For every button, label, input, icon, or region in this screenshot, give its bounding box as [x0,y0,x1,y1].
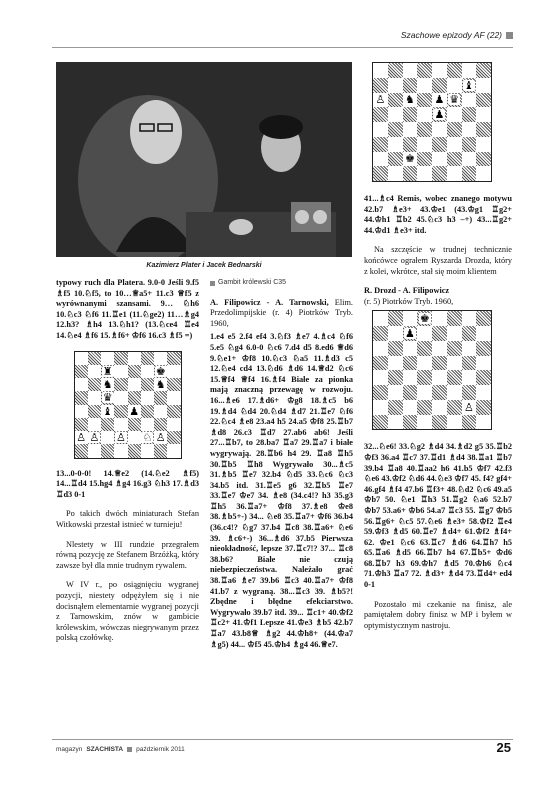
footer-square-icon [127,747,132,752]
chess-piece-icon: ♞ [404,93,415,107]
board-square [462,63,477,78]
chess-piece-icon: ♟ [404,326,415,340]
board-square [114,365,127,378]
board-square [476,78,491,93]
board-square [462,326,477,341]
board-square [476,370,491,385]
board-square [447,400,462,415]
board-square [167,352,180,365]
chess-piece-icon: ♚ [419,312,430,326]
board-square [462,385,477,400]
board-square [403,63,418,78]
board-square [403,311,418,326]
board-square [403,93,418,108]
board-square [167,391,180,404]
board-square [476,166,491,181]
board-square [432,166,447,181]
board-square [432,415,447,430]
board-square [101,418,114,431]
board-square [447,415,462,430]
board-square [417,326,432,341]
board-square [75,378,88,391]
board-square [432,326,447,341]
board-square [447,122,462,137]
board-square [462,107,477,122]
board-square [462,152,477,167]
header-title: Szachowe epizody AF (22) [400,30,502,40]
board-square [154,444,167,457]
board-square [373,137,388,152]
board-square [373,370,388,385]
board-square [447,326,462,341]
board-square [373,63,388,78]
board-square [462,415,477,430]
board-square [88,431,101,444]
board-square [417,415,432,430]
chess-diagram [74,351,182,459]
board-square [476,326,491,341]
text-paragraph: 13...0-0-0! 14.♕e2 (14.♘e2 ♗f5) 14...♖d4 15.hg4 ♗g4 16.g3 ♘h3 17.♗d3 ♖d3 0-1 [56,468,199,499]
board-square [403,385,418,400]
board-square [88,365,101,378]
board-square [462,341,477,356]
board-square [462,166,477,181]
board-square [141,378,154,391]
column-left [56,278,199,653]
board-square [154,391,167,404]
board-square [462,137,477,152]
board-square [403,152,418,167]
board-square [432,152,447,167]
chess-diagram [372,310,492,430]
board-square [101,352,114,365]
board-square [417,78,432,93]
board-square [388,137,403,152]
board-square [88,352,101,365]
footer-issue: październik 2011 [136,746,185,753]
board-square [432,137,447,152]
board-square [373,356,388,371]
running-header [401,30,513,40]
board-square [167,431,180,444]
chess-piece-icon: ♚ [155,364,166,378]
board-square [462,122,477,137]
text-paragraph: Nlestety w III rundzie przegrałem równą pozycję ze Stefanem Brzóżką, który zawsze był dla mnie trudnym rywalem. [56,539,199,570]
board-square [154,418,167,431]
board-square [476,107,491,122]
board-square [476,341,491,356]
board-square [154,431,167,444]
board-square [114,431,127,444]
board-square [388,370,403,385]
chess-piece-icon: ♟ [434,93,445,107]
board-square [101,378,114,391]
board-square [388,415,403,430]
board-square [403,78,418,93]
board-square [432,385,447,400]
board-square [373,166,388,181]
board-square [75,418,88,431]
board-square [388,311,403,326]
chess-piece-icon: ♙ [89,431,100,445]
board-square [417,166,432,181]
board-square [128,365,141,378]
board-square [388,341,403,356]
chess-piece-icon: ♛ [102,391,113,405]
board-square [101,391,114,404]
board-square [447,370,462,385]
board-square [432,78,447,93]
board-square [476,385,491,400]
chess-piece-icon: ♜ [102,364,113,378]
board-square [128,405,141,418]
chess-piece-icon: ♙ [76,431,87,445]
board-square [476,400,491,415]
chess-piece-icon: ♟ [434,108,445,122]
board-square [388,152,403,167]
board-square [114,405,127,418]
chess-piece-icon: ♙ [155,431,166,445]
board-square [417,93,432,108]
board-square [476,122,491,137]
footer [56,746,185,753]
board-square [388,166,403,181]
board-square [403,107,418,122]
text-paragraph: W IV r., po osiągnięciu wygranej pozycji, niestety odpężyłem się i nie docisnąłem elementarnie wygranej pozycji z Tarnowskim, znów w gambicie królewskim, wówczas niegrywanym przez polską czołówkę. [56,580,199,643]
board-square [88,378,101,391]
board-square [403,356,418,371]
board-square [373,152,388,167]
board-square [476,152,491,167]
board-square [417,400,432,415]
photo-illustration [56,62,352,257]
text-paragraph: Pozostało mi czekanie na finisz, ale pamiętałem dobry finisz w MP i byłem w optymistycznym nastroju. [364,599,512,630]
board-square [101,431,114,444]
board-square [167,405,180,418]
chess-piece-icon: ♙ [463,400,474,414]
board-square [373,93,388,108]
board-square [75,405,88,418]
board-square [417,122,432,137]
board-square [128,352,141,365]
board-square [432,370,447,385]
board-square [154,352,167,365]
board-square [141,391,154,404]
board-square [403,166,418,181]
board-square [154,405,167,418]
chess-piece-icon: ♝ [463,78,474,92]
board-square [114,444,127,457]
board-square [476,93,491,108]
chess-piece-icon: ♞ [155,378,166,392]
board-square [373,341,388,356]
column-middle [210,278,353,659]
board-square [447,137,462,152]
board-square [114,391,127,404]
board-square [88,405,101,418]
board-square [432,341,447,356]
board-square [403,137,418,152]
board-square [128,431,141,444]
board-square [114,352,127,365]
board-square [476,415,491,430]
board-square [154,365,167,378]
header-square-icon [506,32,513,39]
board-square [403,122,418,137]
board-square [114,378,127,391]
board-square [141,365,154,378]
board-square [167,378,180,391]
opening-name: Gambit królewski C35 [218,279,287,286]
footer-rule [52,739,513,740]
board-square [417,370,432,385]
board-square [101,444,114,457]
board-square [417,152,432,167]
board-square [447,93,462,108]
board-square [128,378,141,391]
board-square [447,63,462,78]
board-square [141,352,154,365]
board-square [417,137,432,152]
chess-piece-icon: ♘ [142,431,153,445]
chess-piece-icon: ♝ [102,404,113,418]
board-square [373,78,388,93]
board-square [447,385,462,400]
game-moves: 1.e4 e5 2.f4 ef4 3.♘f3 ♗e7 4.♗c4 ♘f6 5.e5 ♘g4 6.0-0 ♘c6 7.d4 d5 8.ed6 ♕d6 9.♘e1+ ♔f8 10.♘c3 ♘a5 11.♗d3 c5 12.♘e4 cd4 13.♘d6 ♗d6 14.♕d2 ♘c6 15.♕f4 ♕f4 16.♗f4 Białe za pionka mają znaczną przewagę w rozwoju. 16...♗e6 17.♗d6+ ♔g8 18.♗c5 b6 19.♗d4 ♘d4 20.♘d4 ♗d7 21.♖e7 ♘f6 22.♘c4 ♗e8 23.a4 h5 24.a5 ♔f8 25.♖b7 ♗d8 26.c3 ♖d7 27.ab6 ab6! Jeśli 27...♖b7, to 28.ba7 ♖a7 29.♖a7 i białe wygrywają. 28.♖b6 h4 29. ♖a8 ♖h5 30.♖b5 ♖h8 Wygrywało 30...♗c5 31.♗b5 ♖e7 32.b4 ♘d5 33.♘c6 ♘c3 34.b5 itd. 31.♖e5 g6 32.♖b5 ♖e7 33.♖e7 ♔e7 34. ♗e8 (34.c4!? h3 35.g3 ♖h5 36.♖a7+ ♔f8 37.♗e8 ♔e8 38.♗b5+-) 34... ♘e8 35.♖a7+ ♔f6 36.b4 (36.c4!? ♘g7 37.b4 ♖c8 38.♖a6+ ♘e6 39. ♗c6+-) 36...♗d6 37.b5 Pierwsza nieokładność, lepsze 37.♖c7!? 37... ♖c8 38.b6? Białe nie czują niebezpieczeństwa. Należało grać 38.♖a6 ♗e7 39.b6 ♖c3 40.♖a7+ ♔f8 41.b7 z wygraną. 38...♖c3 39. ♗b5?! Zbędne i błędne efekciarstwo. Wygrywało 39.b7 itd. 39... ♖c1+ 40.♔f2 ♖c2+ 41.♔f1 Lepsze 41.♔e3 ♗b5 42.b7 ♖a7 43.b8♕ ♗g2 44.♔h8+ (44.♔a7 ♗g5) 44... ♔f5 45.♔h4 ♗g4 46.♕e7. [210,332,353,649]
board-square [462,78,477,93]
board-square [373,311,388,326]
board-square [432,311,447,326]
board-square [373,326,388,341]
board-square [388,385,403,400]
board-square [154,378,167,391]
board-square [462,370,477,385]
board-square [101,405,114,418]
game-moves: 32...♘e6! 33.♘g2 ♗d4 34.♗d2 g5 35.♖b2 ♔f3 36.a4 ♖c7 37.♖d1 ♗d4 38.♖a1 ♖b7 39.b4 ♖a8 40.♖aa2 h6 41.b5 ♔f7 42.f3 ♘e6 43.♔f2 ♘d6 44.♘e3 ♔f7 45. f4? gf4+ 46.gf4 ♗f4 47.b6 ♖f3+ 48.♘d2 ♘c6 49.a5 ♔b7 50. ♘e1 ♖h3 51.♖g2 ♘a6 52.b7 ♔b7 53.a6+ ♔b6 54.a7 ♖c3 55. ♖g7 ♔b5 56.♖g6+ ♘c5 57.♘e6 ♗e3+ 58.♔f2 ♖e4 59.♔f3 ♗d5 60.♖e7 ♗d4+ 61.♔f2 ♗f4+ 62. ♔e1 ♘c6 63.♖c7 ♗d6 64.♖h7 h5 65.♖a6 ♗d5 66.♖b7 h4 67.♖b5+ ♔d6 68.♖b7 h3 69.♔h7 ♗d5 70.♔h6 ♘c4 71.♔h3 ♖a7 72. ♗d3+ ♗d4 73.♖d4+ ed4 0-1 [364,442,512,590]
footer-brand: SZACHISTA [86,746,124,753]
board-square [447,311,462,326]
board-square [141,431,154,444]
player-photo [56,62,352,257]
board-square [128,418,141,431]
text-paragraph: typowy ruch dla Platera. 9.0-0 Jeśli 9.f5 ♗f5 10.♘f5, to 10…♕a5+ 11.c3 ♕f5 z wyrównanymi szansami. 9… ♘h6 10.♘c3 ♘f6 11.♖e1 (11.♘ge2) 11…♗g4 12.h3? ♗h4 13.♘h1? (13.♘ce4 ♖e4 14.♘e4 ♗f6 15.♗f6+ ♔f6 16.c3 ♗f5 =) [56,278,199,340]
chess-piece-icon: ♚ [404,152,415,166]
board-square [141,444,154,457]
board-square [403,341,418,356]
board-square [75,444,88,457]
board-square [388,122,403,137]
board-square [476,63,491,78]
board-square [403,370,418,385]
header-rule [52,47,513,48]
chess-piece-icon: ♛ [449,93,460,107]
chess-piece-icon: ♙ [115,431,126,445]
board-square [373,107,388,122]
board-square [373,385,388,400]
column-right [364,62,512,640]
board-square [88,391,101,404]
board-square [447,152,462,167]
board-square [388,93,403,108]
board-square [447,356,462,371]
board-square [462,400,477,415]
board-square [167,418,180,431]
board-square [417,356,432,371]
board-square [417,385,432,400]
board-square [75,365,88,378]
board-square [373,122,388,137]
chess-piece-icon: ♟ [129,404,140,418]
board-square [403,415,418,430]
board-square [447,341,462,356]
board-square [167,444,180,457]
board-square [432,63,447,78]
board-square [462,356,477,371]
board-square [417,63,432,78]
board-square [447,107,462,122]
board-square [75,431,88,444]
chess-diagram [372,62,492,182]
text-paragraph: Na szczęście w trudnej technicznie końcówce ograłem Ryszarda Drozda, który z kolei, wkrótce, stał się moim klientem [364,245,512,276]
tag-square-icon [210,281,215,286]
board-square [373,415,388,430]
board-square [417,311,432,326]
board-square [388,107,403,122]
board-square [75,352,88,365]
photo-caption: Kazimierz Plater i Jacek Bednarski [146,262,262,269]
board-square [476,356,491,371]
board-square [417,341,432,356]
board-square [432,356,447,371]
game-event: (r. 5) Piotrków Tryb. 1960, [364,296,454,306]
game-players: A. Filipowicz - A. Tarnowski, [210,297,329,307]
chess-piece-icon: ♞ [102,378,113,392]
opening-tag [210,278,353,289]
board-square [476,137,491,152]
board-square [476,311,491,326]
board-square [388,63,403,78]
board-square [388,356,403,371]
board-square [88,418,101,431]
board-square [128,391,141,404]
page-number: 25 [496,740,511,755]
board-square [114,418,127,431]
board-square [403,400,418,415]
board-square [432,107,447,122]
board-square [432,400,447,415]
board-square [141,405,154,418]
board-square [462,93,477,108]
board-square [447,78,462,93]
board-square [417,107,432,122]
board-square [388,78,403,93]
board-square [462,311,477,326]
board-square [167,365,180,378]
board-square [432,93,447,108]
board-square [432,122,447,137]
board-square [141,418,154,431]
board-square [388,326,403,341]
board-square [403,326,418,341]
text-paragraph: 41...♗c4 Remis, wobec znanego motywu 42.b7 ♗e3+ 43.♔e1 (43.♔g1 ♖g2+ 44.♔h1 ♖b2 45.♘c3 h3 –+) 43...♖g2+ 44.♔d1 ♗e3+ itd. [364,194,512,235]
footer-magazine: magazyn [56,746,83,753]
board-square [447,166,462,181]
game-players: R. Drozd - A. Filipowicz [364,286,450,296]
board-square [75,391,88,404]
board-square [388,400,403,415]
board-square [88,444,101,457]
board-square [101,365,114,378]
text-paragraph: Po takich dwóch miniaturach Stefan Witkowski przestał istnieć w turnieju! [56,509,199,529]
chess-piece-icon: ♙ [375,93,386,107]
game-event: Elim. Przedolimpijskie (r. 4) Piotrków Tryb. 1960, [210,297,354,328]
board-square [128,444,141,457]
board-square [373,400,388,415]
